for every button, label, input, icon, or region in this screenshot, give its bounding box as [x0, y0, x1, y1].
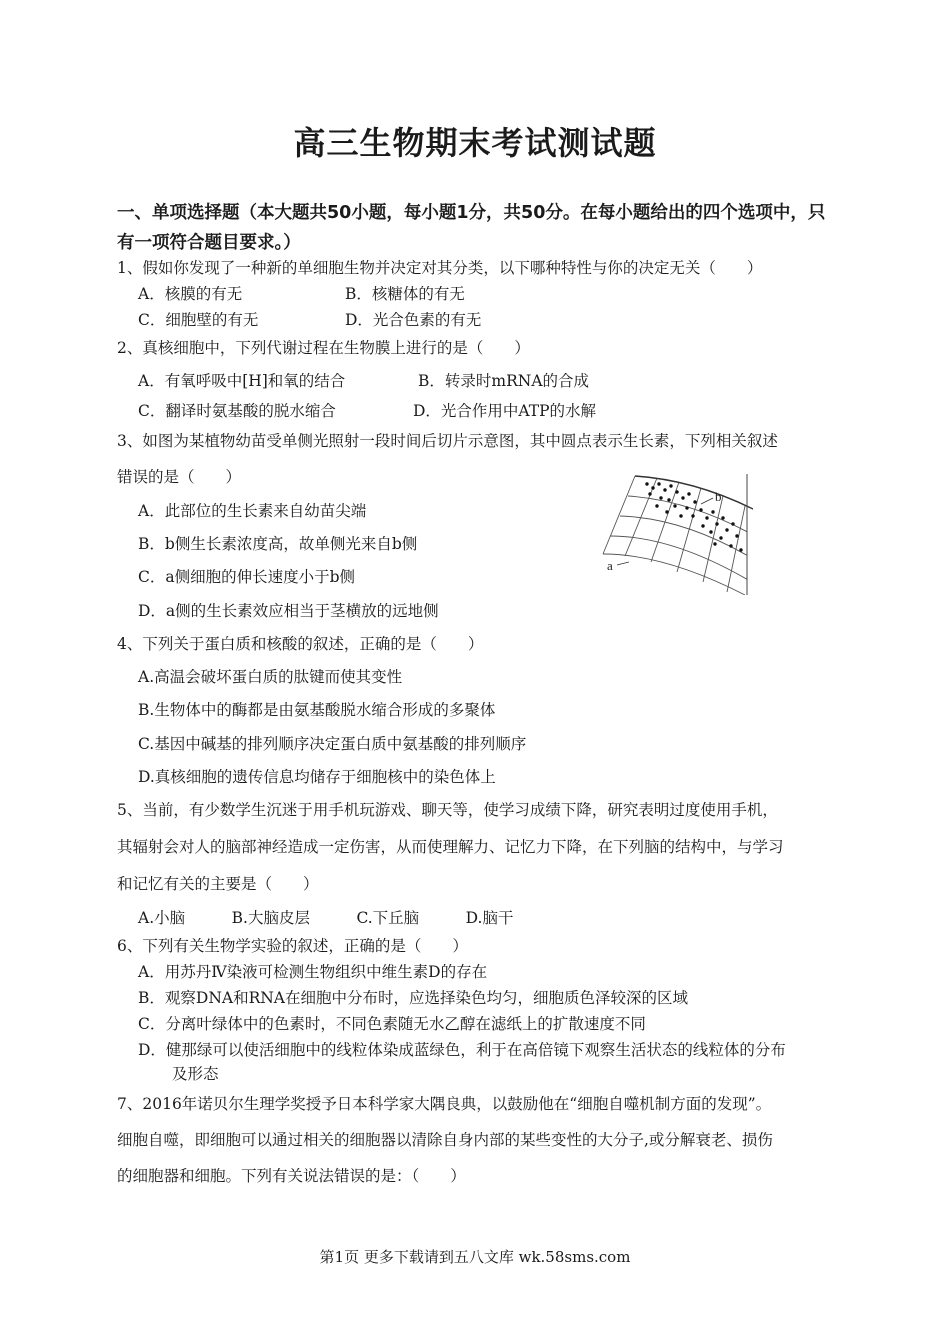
- q1-stem: 1、假如你发现了一种新的单细胞生物并决定对其分类，以下哪种特性与你的决定无关（ ）: [117, 259, 763, 277]
- q4-option-d: D.真核细胞的遗传信息均储存于细胞核中的染色体上: [138, 768, 496, 786]
- q6-option-a: A．用苏丹Ⅳ染液可检测生物组织中维生素D的存在: [138, 963, 488, 981]
- q5-stem-line1: 5、当前，有少数学生沉迷于用手机玩游戏、聊天等，使学习成绩下降，研究表明过度使用手机，: [117, 801, 778, 819]
- q2-option-b: B．转录时mRNA的合成: [418, 372, 590, 390]
- q6-option-c: C．分离叶绿体中的色素时，不同色素随无水乙醇在滤纸上的扩散速度不同: [138, 1015, 646, 1033]
- q3-option-c: C．a侧细胞的伸长速度小于b侧: [138, 568, 356, 586]
- q2-stem: 2、真核细胞中，下列代谢过程在生物膜上进行的是（ ）: [117, 339, 530, 357]
- q5-options: A.小脑 B.大脑皮层 C.下丘脑 D.脑干: [138, 909, 514, 927]
- q4-option-b: B.生物体中的酶都是由氨基酸脱水缩合形成的多聚体: [138, 701, 496, 719]
- q1-option-c: C．细胞壁的有无: [138, 311, 259, 329]
- figure-label-a: a: [607, 558, 613, 573]
- q6-option-b: B．观察DNA和RNA在细胞中分布时，应选择染色均匀，细胞质色泽较深的区域: [138, 989, 689, 1007]
- q5-stem-line3: 和记忆有关的主要是（ ）: [117, 875, 319, 893]
- q2-option-d: D．光合作用中ATP的水解: [413, 402, 597, 420]
- q6-stem: 6、下列有关生物学实验的叙述，正确的是（ ）: [117, 937, 468, 955]
- q3-option-a: A．此部位的生长素来自幼苗尖端: [138, 502, 367, 520]
- q6-option-d-line1: D．健那绿可以使活细胞中的线粒体染成蓝绿色，利于在高倍镜下观察生活状态的线粒体的分布: [138, 1041, 786, 1059]
- q3-option-d: D．a侧的生长素效应相当于茎横放的远地侧: [138, 602, 439, 620]
- q4-option-c: C.基因中碱基的排列顺序决定蛋白质中氨基酸的排列顺序: [138, 735, 527, 753]
- q6-option-d-line2: 及形态: [172, 1065, 219, 1083]
- section-heading: 一、单项选择题（本大题共50小题，每小题1分，共50分。在每小题给出的四个选项中，只有一项符合题目要求。）: [117, 203, 826, 253]
- page-title: 高三生物期末考试测试题: [293, 124, 657, 162]
- page-footer: 第1页 更多下载请到五八文库 wk.58sms.com: [319, 1248, 631, 1266]
- figure-label-b: b: [715, 489, 722, 504]
- q7-stem-line3: 的细胞器和细胞。下列有关说法错误的是：（ ）: [117, 1167, 466, 1185]
- q1-option-d: D．光合色素的有无: [345, 311, 482, 329]
- q2-option-a: A．有氧呼吸中[H]和氧的结合: [138, 372, 346, 390]
- q7-stem-line2: 细胞自噬，即细胞可以通过相关的细胞器以清除自身内部的某些变性的大分子,或分解衰老、损伤: [117, 1131, 773, 1149]
- q4-option-a: A.高温会破坏蛋白质的肽键而使其变性: [138, 668, 403, 686]
- q7-stem-line1: 7、2016年诺贝尔生理学奖授予日本科学家大隅良典，以鼓励他在“细胞自噬机制方面的发现”。: [117, 1095, 772, 1113]
- q1-option-a: A．核膜的有无: [138, 285, 243, 303]
- q1-option-b: B．核糖体的有无: [345, 285, 465, 303]
- q4-stem: 4、下列关于蛋白质和核酸的叙述，正确的是（ ）: [117, 635, 484, 653]
- q2-option-c: C．翻译时氨基酸的脱水缩合: [138, 402, 336, 420]
- q3-option-b: B．b侧生长素浓度高，故单侧光来自b侧: [138, 535, 418, 553]
- q3-stem-line1: 3、如图为某植物幼苗受单侧光照射一段时间后切片示意图，其中圆点表示生长素，下列相关叙述: [117, 432, 778, 450]
- q5-stem-line2: 其辐射会对人的脑部神经造成一定伤害，从而使理解力、记忆力下降，在下列脑的结构中，与学习: [117, 838, 784, 856]
- seedling-section-figure: [595, 470, 753, 595]
- q3-stem-line2: 错误的是（ ）: [117, 468, 242, 486]
